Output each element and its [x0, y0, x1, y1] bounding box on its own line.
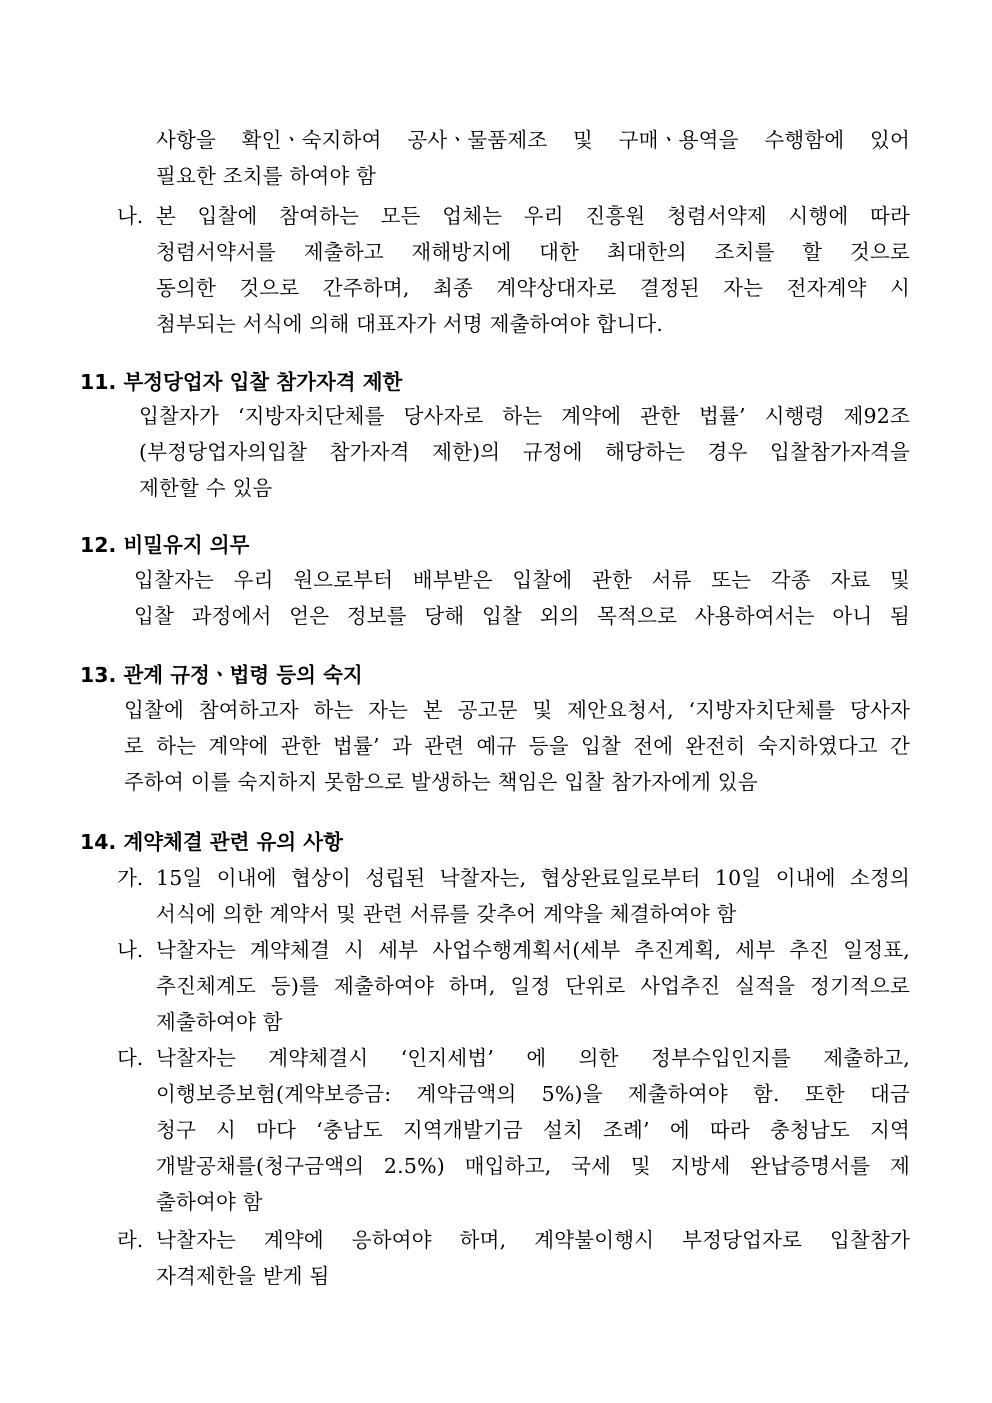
- section-12-line-2: 입찰 과정에서 얻은 정보를 당해 입찰 외의 목적으로 사용하여서는 아니 됨: [134, 604, 910, 628]
- item-na2-line-1: 낙찰자는 계약체결 시 세부 사업수행계획서(세부 추진계획, 세부 추진 일정표,: [156, 938, 910, 962]
- intro-line-2: 필요한 조치를 하여야 함: [156, 164, 377, 188]
- section-11-line-1: 입찰자가 ‘지방자치단체를 당사자로 하는 계약에 관한 법률’ 시행령 제92조: [139, 404, 910, 428]
- item-da-line-1: 낙찰자는 계약체결시 ‘인지세법’ 에 의한 정부수입인지를 제출하고,: [156, 1046, 910, 1070]
- item-ra-marker: 라.: [117, 1228, 144, 1252]
- section-14-title: 14. 계약체결 관련 유의 사항: [80, 830, 343, 854]
- item-na2-marker: 나.: [117, 938, 144, 962]
- section-12-line-1: 입찰자는 우리 원으로부터 배부받은 입찰에 관한 서류 또는 각종 자료 및: [134, 568, 910, 592]
- section-13-line-1: 입찰에 참여하고자 하는 자는 본 공고문 및 제안요청서, ‘지방자치단체를 당사자: [124, 698, 910, 722]
- item-na2-line-3: 제출하여야 함: [156, 1010, 283, 1034]
- item-da-marker: 다.: [117, 1046, 144, 1070]
- section-13-line-3: 주하여 이를 숙지하지 못함으로 발생하는 책임은 입찰 참가자에게 있음: [124, 770, 758, 794]
- section-13-title: 13. 관계 규정ㆍ법령 등의 숙지: [80, 663, 363, 687]
- section-12-title: 12. 비밀유지 의무: [80, 533, 250, 557]
- item-da-line-3: 청구 시 마다 ‘충남도 지역개발기금 설치 조례’ 에 따라 충청남도 지역: [156, 1118, 910, 1142]
- item-ra-line-2: 자격제한을 받게 됨: [156, 1264, 330, 1288]
- item-da-line-4: 개발공채를(청구금액의 2.5%) 매입하고, 국세 및 지방세 완납증명서를 제: [156, 1154, 910, 1178]
- section-13-line-2: 로 하는 계약에 관한 법률’ 과 관련 예규 등을 입찰 전에 완전히 숙지하였다고 간: [124, 734, 910, 758]
- section-11-line-3: 제한할 수 있음: [139, 476, 273, 500]
- item-ga-marker: 가.: [117, 866, 144, 890]
- item-na-line-1: 본 입찰에 참여하는 모든 업체는 우리 진흥원 청렴서약제 시행에 따라: [156, 204, 910, 228]
- section-11-title: 11. 부정당업자 입찰 참가자격 제한: [80, 370, 403, 394]
- item-na2-line-2: 추진체계도 등)를 제출하여야 하며, 일정 단위로 사업추진 실적을 정기적으로: [156, 974, 910, 998]
- item-ra-line-1: 낙찰자는 계약에 응하여야 하며, 계약불이행시 부정당업자로 입찰참가: [156, 1228, 910, 1252]
- section-11-line-2: (부정당업자의입찰 참가자격 제한)의 규정에 해당하는 경우 입찰참가자격을: [139, 440, 910, 464]
- item-ga-line-2: 서식에 의한 계약서 및 관련 서류를 갖추어 계약을 체결하여야 함: [156, 902, 737, 926]
- item-na-line-2: 청렴서약서를 제출하고 재해방지에 대한 최대한의 조치를 할 것으로: [156, 240, 910, 264]
- item-na-line-3: 동의한 것으로 간주하며, 최종 계약상대자로 결정된 자는 전자계약 시: [156, 276, 910, 300]
- intro-line-1: 사항을 확인ㆍ숙지하여 공사ㆍ물품제조 및 구매ㆍ용역을 수행함에 있어: [156, 128, 910, 152]
- item-ga-line-1: 15일 이내에 협상이 성립된 낙찰자는, 협상완료일로부터 10일 이내에 소정의: [156, 866, 910, 890]
- item-da-line-2: 이행보증보험(계약보증금: 계약금액의 5%)을 제출하여야 함. 또한 대금: [156, 1082, 910, 1106]
- item-na-marker: 나.: [117, 204, 144, 228]
- item-na-line-4: 첨부되는 서식에 의해 대표자가 서명 제출하여야 합니다.: [156, 312, 664, 336]
- item-da-line-5: 출하여야 함: [156, 1190, 263, 1214]
